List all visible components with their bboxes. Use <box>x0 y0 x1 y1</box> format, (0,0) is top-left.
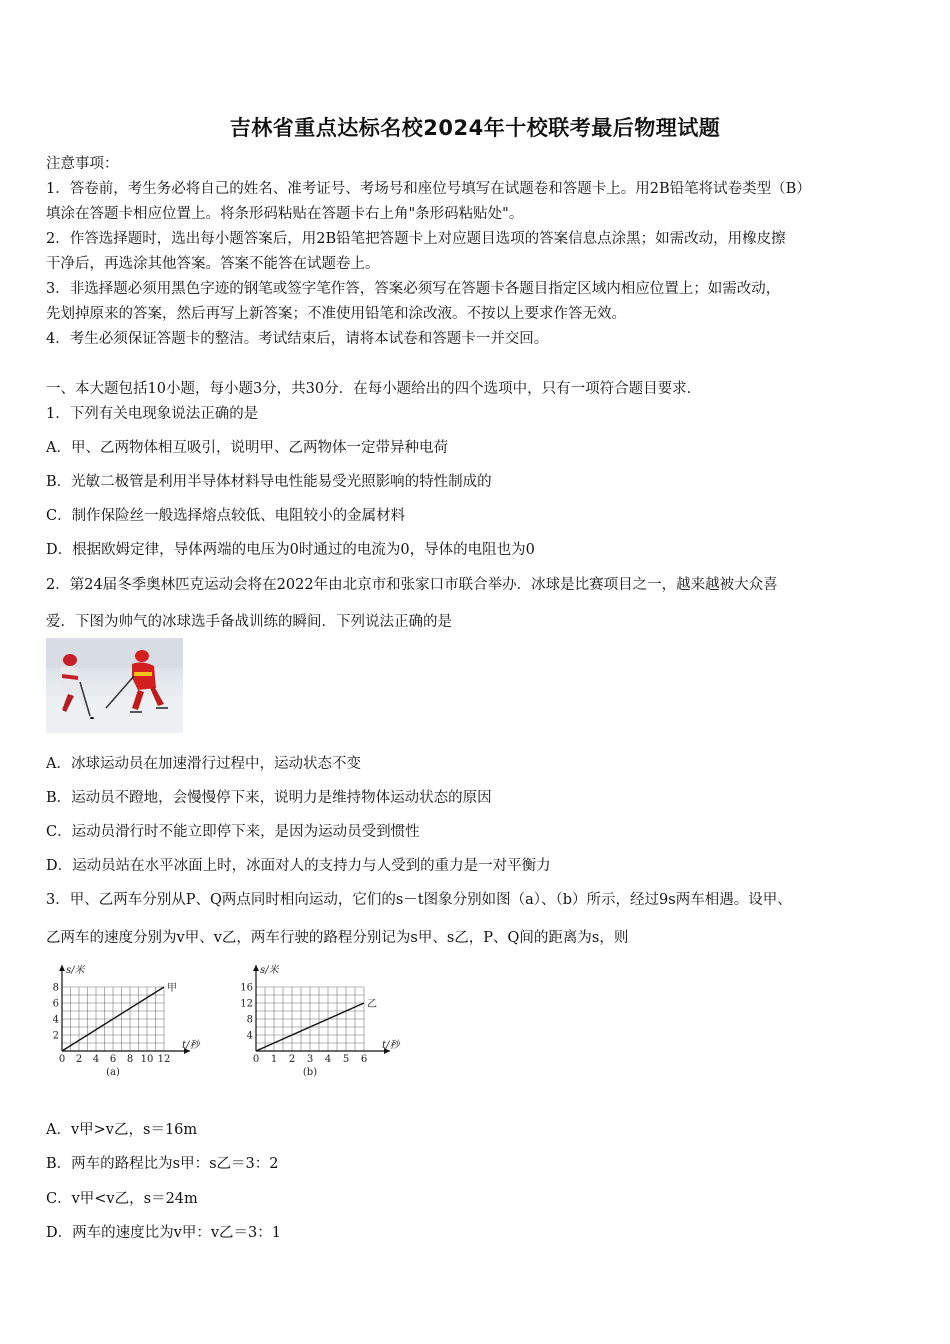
x-tick-label: 0 <box>252 1054 260 1065</box>
q2-option-b: B．运动员不蹬地，会慢慢停下来，说明力是维持物体运动状态的原因 <box>46 790 492 806</box>
x-tick-label: 12 <box>157 1054 171 1065</box>
q2-option-d: D．运动员站在水平冰面上时，冰面对人的支持力与人受到的重力是一对平衡力 <box>46 858 551 874</box>
x-tick-label: 4 <box>92 1054 100 1065</box>
hockey-photo <box>46 638 183 733</box>
st-graph-a <box>46 955 211 1080</box>
series-label: 乙 <box>367 999 377 1010</box>
page-title: 吉林省重点达标名校2024年十校联考最后物理试题 <box>229 116 721 140</box>
x-tick-label: 4 <box>324 1054 332 1065</box>
y-tick-label: 8 <box>52 982 59 994</box>
y-tick-label: 2 <box>52 1030 59 1042</box>
q3-option-b: B．两车的路程比为s甲：s乙＝3：2 <box>46 1156 279 1172</box>
notice-line: 4．考生必须保证答题卡的整洁。考试结束后，请将本试卷和答题卡一并交回。 <box>46 331 549 347</box>
question-1-stem: 1．下列有关电现象说法正确的是 <box>46 406 259 422</box>
hockey-players-illustration <box>46 638 183 733</box>
graph-caption: (a) <box>106 1067 120 1078</box>
y-tick-label: 4 <box>52 1014 59 1026</box>
notice-heading: 注意事项： <box>46 156 119 172</box>
y-tick-label: 8 <box>246 1014 253 1026</box>
question-3-stem-line1: 3．甲、乙两车分别从P、Q两点同时相向运动，它们的s－t图象分别如图（a）、（b）所示，经过9s两车相遇。设甲、 <box>46 892 792 908</box>
graph-caption: (b) <box>302 1067 318 1078</box>
q1-option-d: D．根据欧姆定律，导体两端的电压为0时通过的电流为0，导体的电阻也为0 <box>46 542 535 558</box>
y-tick-label: 16 <box>240 982 253 994</box>
q1-option-b: B．光敏二极管是利用半导体材料导电性能易受光照影响的特性制成的 <box>46 474 492 490</box>
y-tick-label: 4 <box>246 1030 253 1042</box>
x-axis-label: t/秒 <box>182 1040 200 1051</box>
q1-option-c: C．制作保险丝一般选择熔点较低、电阻较小的金属材料 <box>46 508 406 524</box>
x-tick-label: 2 <box>288 1054 296 1065</box>
q2-option-a: A．冰球运动员在加速滑行过程中，运动状态不变 <box>46 756 361 772</box>
y-tick-label: 12 <box>240 998 253 1010</box>
x-tick-label: 8 <box>126 1054 134 1065</box>
section-heading: 一、本大题包括10小题，每小题3分，共30分．在每小题给出的四个选项中，只有一项符合题目要求． <box>46 381 702 397</box>
y-axis-label: s/米 <box>66 965 85 976</box>
notice-line: 先划掉原来的答案，然后再写上新答案；不准使用铅笔和涂改液。不按以上要求作答无效。 <box>46 306 626 322</box>
x-tick-label: 2 <box>75 1054 83 1065</box>
q3-option-a: A．v甲>v乙，s＝16m <box>46 1122 198 1138</box>
notice-line: 填涂在答题卡相应位置上。将条形码粘贴在答题卡右上角"条形码粘贴处"。 <box>46 206 524 222</box>
q2-option-c: C．运动员滑行时不能立即停下来，是因为运动员受到惯性 <box>46 824 420 840</box>
notice-line: 3．非选择题必须用黑色字迹的钢笔或签字笔作答，答案必须写在答题卡各题目指定区域内相应位置上；如需改动， <box>46 281 781 297</box>
y-axis-arrow <box>253 965 259 971</box>
st-graph-b <box>232 955 412 1080</box>
x-tick-label: 6 <box>360 1054 368 1065</box>
x-tick-label: 6 <box>109 1054 117 1065</box>
notice-line: 2．作答选择题时，选出每小题答案后，用2B铅笔把答题卡上对应题目选项的答案信息点涂黑；如需改动，用橡皮擦 <box>46 231 786 247</box>
y-axis-label: s/米 <box>260 965 279 976</box>
y-axis-arrow <box>59 965 65 971</box>
series-label: 甲 <box>167 983 177 994</box>
y-tick-label: 6 <box>52 998 59 1010</box>
x-axis-label: t/秒 <box>382 1040 400 1051</box>
question-2-stem-line2: 爱．下图为帅气的冰球选手备战训练的瞬间．下列说法正确的是 <box>46 614 452 630</box>
notice-line: 干净后，再选涂其他答案。答案不能答在试题卷上。 <box>46 256 380 272</box>
notice-line: 1．答卷前，考生务必将自己的姓名、准考证号、考场号和座位号填写在试题卷和答题卡上。用2B铅笔将试卷类型（B） <box>46 181 811 197</box>
x-tick-label: 1 <box>270 1054 278 1065</box>
question-2-stem-line1: 2．第24届冬季奥林匹克运动会将在2022年由北京市和张家口市联合举办．冰球是比赛项目之一，越来越被大众喜 <box>46 577 778 593</box>
x-tick-label: 0 <box>58 1054 66 1065</box>
q3-option-c: C．v甲<v乙，s＝24m <box>46 1191 198 1207</box>
x-tick-label: 10 <box>140 1054 154 1065</box>
q3-option-d: D．两车的速度比为v甲：v乙＝3：1 <box>46 1225 281 1241</box>
question-3-stem-line2: 乙两车的速度分别为v甲、v乙，两车行驶的路程分别记为s甲、s乙，P、Q间的距离为s，则 <box>46 930 629 946</box>
x-tick-label: 5 <box>342 1054 350 1065</box>
q1-option-a: A．甲、乙两物体相互吸引，说明甲、乙两物体一定带异种电荷 <box>46 440 448 456</box>
x-tick-label: 3 <box>306 1054 314 1065</box>
